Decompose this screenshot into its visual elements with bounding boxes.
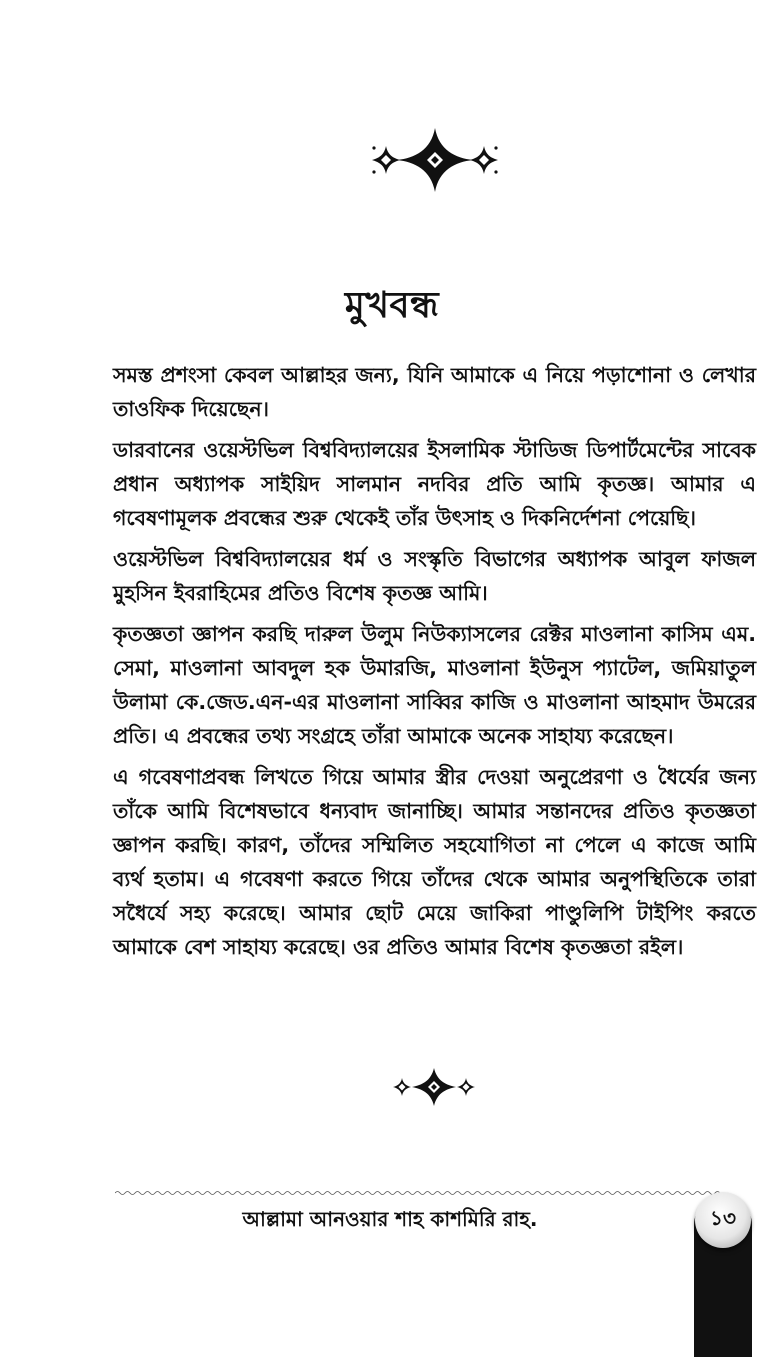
footer-divider [115, 1190, 720, 1196]
page-number: ১৩ [695, 1192, 751, 1248]
page-title: মুখবন্ধ [344, 285, 440, 326]
star-ornament-small-icon [384, 1062, 484, 1112]
paragraph: ডারবানের ওয়েস্টভিল বিশ্ববিদ্যালয়ের ইসলামিক স্টাডিজ ডিপার্টমেন্টের সাবেক প্রধান অধ্যাপক সাইয়িদ সালমান নদবির প্রতি আমি কৃতজ্ঞ। আমার এ গবেষণামূলক প্রবন্ধের শুরু থেকেই তাঁর উৎসাহ ও দিকনির্দেশনা পেয়েছি। [113, 438, 756, 530]
running-title: আল্লামা আনওয়ার শাহ কাশমিরি রাহ. [242, 1207, 538, 1231]
body-text [113, 358, 756, 971]
paragraph: কৃতজ্ঞতা জ্ঞাপন করছি দারুল উলুম নিউক্যাসলের রেক্টর মাওলানা কাসিম এম. সেমা, মাওলানা আবদুল হক উমারজি, মাওলানা ইউনুস প্যাটেল, জমিয়াতুল উলামা কে.জেড.এন-এর মাওলানা সাব্বির কাজি ও মাওলানা আহমাদ উমরের প্রতি। এ প্রবন্ধের তথ্য সংগ্রহে তাঁরা আমাকে অনেক সাহায্য করেছেন। [113, 622, 756, 748]
star-ornament-icon [360, 120, 510, 200]
paragraph: ওয়েস্টভিল বিশ্ববিদ্যালয়ের ধর্ম ও সংস্কৃতি বিভাগের অধ্যাপক আবুল ফাজল মুহসিন ইবরাহিমের প্রতিও বিশেষ কৃতজ্ঞ আমি। [113, 547, 756, 605]
paragraph: সমস্ত প্রশংসা কেবল আল্লাহর জন্য, যিনি আমাকে এ নিয়ে পড়াশোনা ও লেখার তাওফিক দিয়েছেন। [113, 363, 756, 421]
paragraph: এ গবেষণাপ্রবন্ধ লিখতে গিয়ে আমার স্ত্রীর দেওয়া অনুপ্রেরণা ও ধৈর্যের জন্য তাঁকে আমি বিশেষভাবে ধন্যবাদ জানাচ্ছি। আমার সন্তানদের প্রতিও কৃতজ্ঞতা জ্ঞাপন করছি। কারণ, তাঁদের সম্মিলিত সহযোগিতা না পেলে এ কাজে আমি ব্যর্থ হতাম। এ গবেষণা করতে গিয়ে তাঁদের থেকে আমার অনুপস্থিতিকে তারা সধৈর্যে সহ্য করেছে। আমার ছোট মেয়ে জাকিরা পাণ্ডুলিপি টাইপিং করতে আমাকে বেশ সাহায্য করেছে। ওর প্রতিও আমার বিশেষ কৃতজ্ঞতা রইল। [113, 765, 756, 959]
